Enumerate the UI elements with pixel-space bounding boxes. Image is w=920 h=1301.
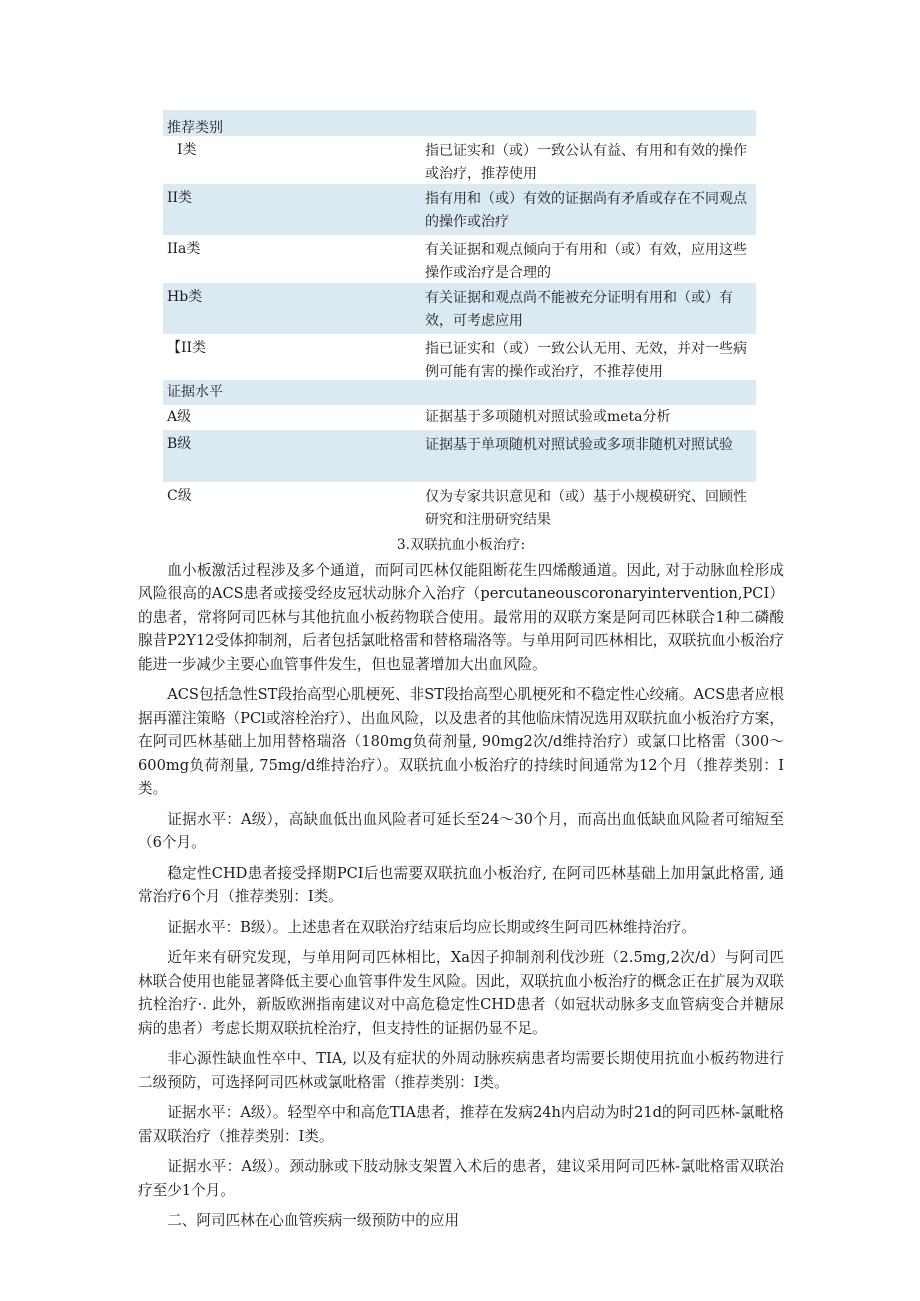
evidence-label: C级 [167, 488, 192, 504]
paragraph: 证据水平：A级）。轻型卒中和高危TIA患者，推荐在发病24h内启动为时21d的阿司匹林-氯毗格雷双联治疗（推荐类别：I类。 [138, 1104, 784, 1145]
table-row [163, 405, 756, 430]
class-label: II类 [167, 190, 193, 206]
table-row [163, 482, 756, 530]
paragraph: 证据水平：A级），高缺血低出血风险者可延长至24～30个月，而高出血低缺血风险者可缩短至（6个月。 [138, 810, 784, 851]
table-row [163, 334, 756, 380]
class-label: Hb类 [167, 289, 203, 305]
evidence-label: A级 [167, 409, 192, 425]
recommendation-table [163, 110, 756, 530]
table-row [163, 283, 756, 334]
body-text [138, 534, 784, 1240]
table-row [163, 235, 756, 283]
paragraph: 证据水平：B级）。上述患者在双联治疗结束后均应长期或终生阿司匹林维持治疗。 [167, 918, 696, 936]
class-label: I类 [177, 142, 197, 158]
paragraph: 非心源性缺血性卒中、TIA, 以及有症状的外周动脉疾病患者均需要长期使用抗血小板药物进行二级预防，可选择阿司匹林或氯吡格雷（推荐类别：I类。 [138, 1050, 784, 1091]
evidence-description: 证据基于多项随机对照试验或meta分析 [425, 409, 671, 425]
evidence-header-row [163, 380, 756, 405]
class-description: 有关证据和观点尚不能被充分证明有用和（或）有效，可考虑应用 [425, 290, 733, 329]
table-header-label: 推荐类别 [167, 120, 223, 136]
table-row [163, 136, 756, 184]
section-heading: 3.双联抗血小板治疗: [396, 537, 526, 553]
paragraph: ACS包括急性ST段抬高型心肌梗死、非ST段抬高型心肌梗死和不稳定性心绞痛。ACS患者应根据再灌注策略（PCl或溶栓治疗）、出血风险，以及患者的其他临床情况选用双联抗血小板治疗方案，在阿司匹林基础上加用替格瑞洛（180mg负荷剂量, 90mg2次/d维持治疗）或氯口比格雷（300～600mg负荷剂量, 75mg/d维持治疗）。双联抗血小板治疗的持续时间通常为12个月（推荐类别：I类。 [138, 686, 784, 797]
table-row [163, 184, 756, 235]
paragraph: 近年来有研究发现，与单用阿司匹林相比，Xa因子抑制剂利伐沙班（2.5mg,2次/d）与阿司匹林联合使用也能显著降低主要心血管事件发生风险。因此，双联抗血小板治疗的概念正在扩展为双联抗栓治疗·. 此外，新版欧洲指南建议对中高危稳定性CHD患者（如冠状动脉多支血管病变合并糖尿病的患者）考虑长期双联抗栓治疗，但支持性的证据仍显不足。 [138, 949, 784, 1037]
class-description: 指已证实和（或）一致公认有益、有用和有效的操作或治疗，推荐使用 [425, 143, 747, 182]
class-description: 指已证实和（或）一致公认无用、无效，并对一些病例可能有害的操作或治疗，不推荐使用 [425, 341, 747, 380]
evidence-label: B级 [167, 436, 192, 452]
evidence-description: 仅为专家共识意见和（或）基于小规模研究、回顾性研究和注册研究结果 [425, 489, 747, 528]
evidence-header-label: 证据水平 [167, 384, 223, 400]
class-description: 有关证据和观点倾向于有用和（或）有效，应用这些操作或治疗是合理的 [425, 242, 747, 281]
paragraph: 稳定性CHD患者接受择期PCI后也需要双联抗血小板治疗, 在阿司匹林基础上加用氯此格雷, 通常治疗6个月（推荐类别：I类。 [138, 864, 784, 905]
class-description: 指有用和（或）有效的证据尚有矛盾或存在不同观点的操作或治疗 [425, 191, 747, 230]
evidence-description: 证据基于单项随机对照试验或多项非随机对照试验 [425, 437, 733, 453]
class-label: 【II类 [167, 340, 207, 356]
table-header-row [163, 110, 756, 136]
sub-section-heading: 二、阿司匹林在心血管疾病一级预防中的应用 [167, 1212, 460, 1229]
paragraph: 血小板激活过程涉及多个通道，而阿司匹林仅能阻断花生四烯酸通道。因此, 对于动脉血栓形成风险很高的ACS患者或接受经皮冠状动脉介入治疗（percutaneouscoronaryintervention,PCI）的患者，常将阿司匹林与其他抗血小板药物联合使用。最常用的双联方案是阿司匹林联合1种二磷酸腺昔P2Y12受体抑制剂，后者包括氯吡格雷和替格瑞洛等。与单用阿司匹林相比，双联抗血小板治疗能进一步减少主要心血管事件发生，但也显著增加大出血风险。 [138, 561, 784, 673]
class-label: IIa类 [167, 241, 201, 257]
paragraph: 证据水平：A级）。颈动脉或下肢动脉支架置入术后的患者，建议采用阿司匹林-氯吡格雷双联治疗至少1个月。 [138, 1158, 784, 1199]
table-row [163, 430, 756, 482]
